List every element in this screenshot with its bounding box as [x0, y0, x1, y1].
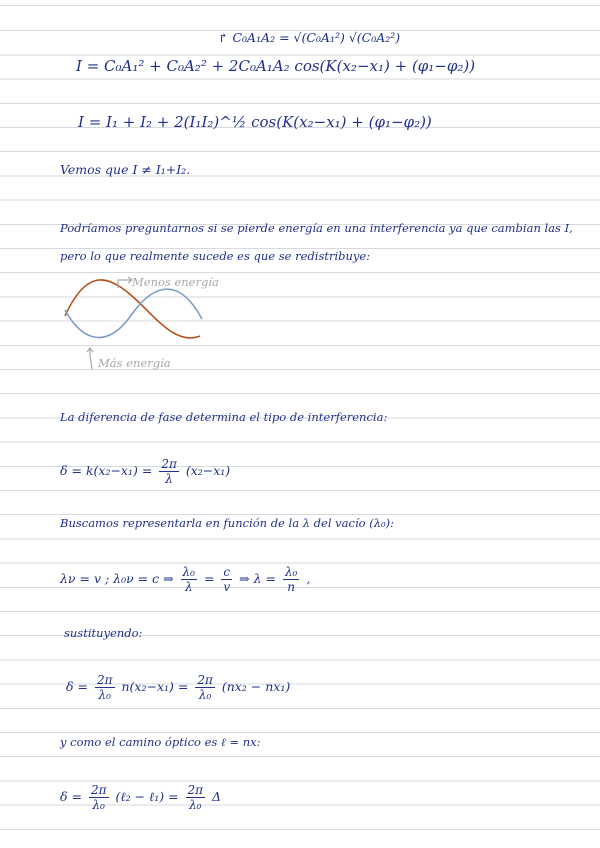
- optical-path-text: y como el camino óptico es ℓ = nx:: [60, 735, 261, 749]
- intensity-equation-intensities: I = I₁ + I₂ + 2(I₁I₂)^½ cos(K(x₂−x₁) + (φ₁−φ₂)): [78, 113, 432, 131]
- substitution-equation: δ = $\frac{2\pi}{\text{λ₀}}$ n(x₂−x₁) = $\frac{2\pi}{\text{λ₀}}$ (nx₂ − nx₁): [66, 673, 291, 702]
- arrow-bottom-icon: [87, 348, 93, 369]
- fraction-2pi-lambda: $\frac{2\pi}{\lambda}$: [161, 457, 177, 486]
- amplitude-product-definition: ↱ C₀A₁A₂ = √(C₀A₁²) √(C₀A₂²): [218, 30, 401, 45]
- question-text: Podríamos preguntarnos si se pierde energía en una interferencia ya que cambian las I,: [60, 221, 573, 235]
- more-energy-label: Más energía: [98, 356, 171, 370]
- fraction-c-v: $\frac{c}{v}$: [223, 565, 231, 594]
- final-phase-equation: δ = $\frac{2\pi}{\text{λ₀}}$ (ℓ₂ − ℓ₁) = $\frac{2\pi}{\text{λ₀}}$ Δ: [60, 783, 222, 812]
- less-energy-label: Menos energía: [132, 275, 219, 289]
- fraction-2pi-lambda0-a: $\frac{2\pi}{\text{λ₀}}$: [96, 673, 113, 702]
- conclusion-text: Vemos que I ≠ I₁+I₂.: [60, 162, 191, 177]
- vacuum-wavelength-text: Buscamos representarla en función de la λ del vacío (λ₀):: [60, 516, 394, 530]
- fraction-lambda0-n: $\frac{\text{λ₀}}{n}$: [284, 565, 298, 594]
- fraction-lambda0-lambda: $\frac{\text{λ₀}}{\lambda}$: [182, 565, 195, 594]
- phase-difference-equation: δ = k(x₂−x₁) = $\frac{2\pi}{\lambda}$ (x₂−x₁): [60, 457, 231, 486]
- phase-difference-text: La diferencia de fase determina el tipo de interferencia:: [60, 410, 388, 424]
- fraction-2pi-lambda0-b: $\frac{2\pi}{\text{λ₀}}$: [197, 673, 213, 702]
- fraction-2pi-lambda0-d: $\frac{2\pi}{\text{λ₀}}$: [187, 783, 204, 812]
- substituting-text: sustituyendo:: [64, 626, 143, 640]
- redistribution-text: pero lo que realmente sucede es que se redistribuye:: [60, 249, 371, 263]
- fraction-2pi-lambda0-c: $\frac{2\pi}{\text{λ₀}}$: [90, 783, 107, 812]
- wavelength-relations-equation: λν = v ; λ₀ν = c ⇒ $\frac{\text{λ₀}}{\lambda}$ = $\frac{c}{v}$ ⇒ λ = $\frac{\text{λ₀}}{n}$ ,: [60, 565, 311, 594]
- intensity-equation-amplitudes: I = C₀A₁² + C₀A₂² + 2C₀A₁A₂ cos(K(x₂−x₁) + (φ₁−φ₂)): [76, 57, 476, 75]
